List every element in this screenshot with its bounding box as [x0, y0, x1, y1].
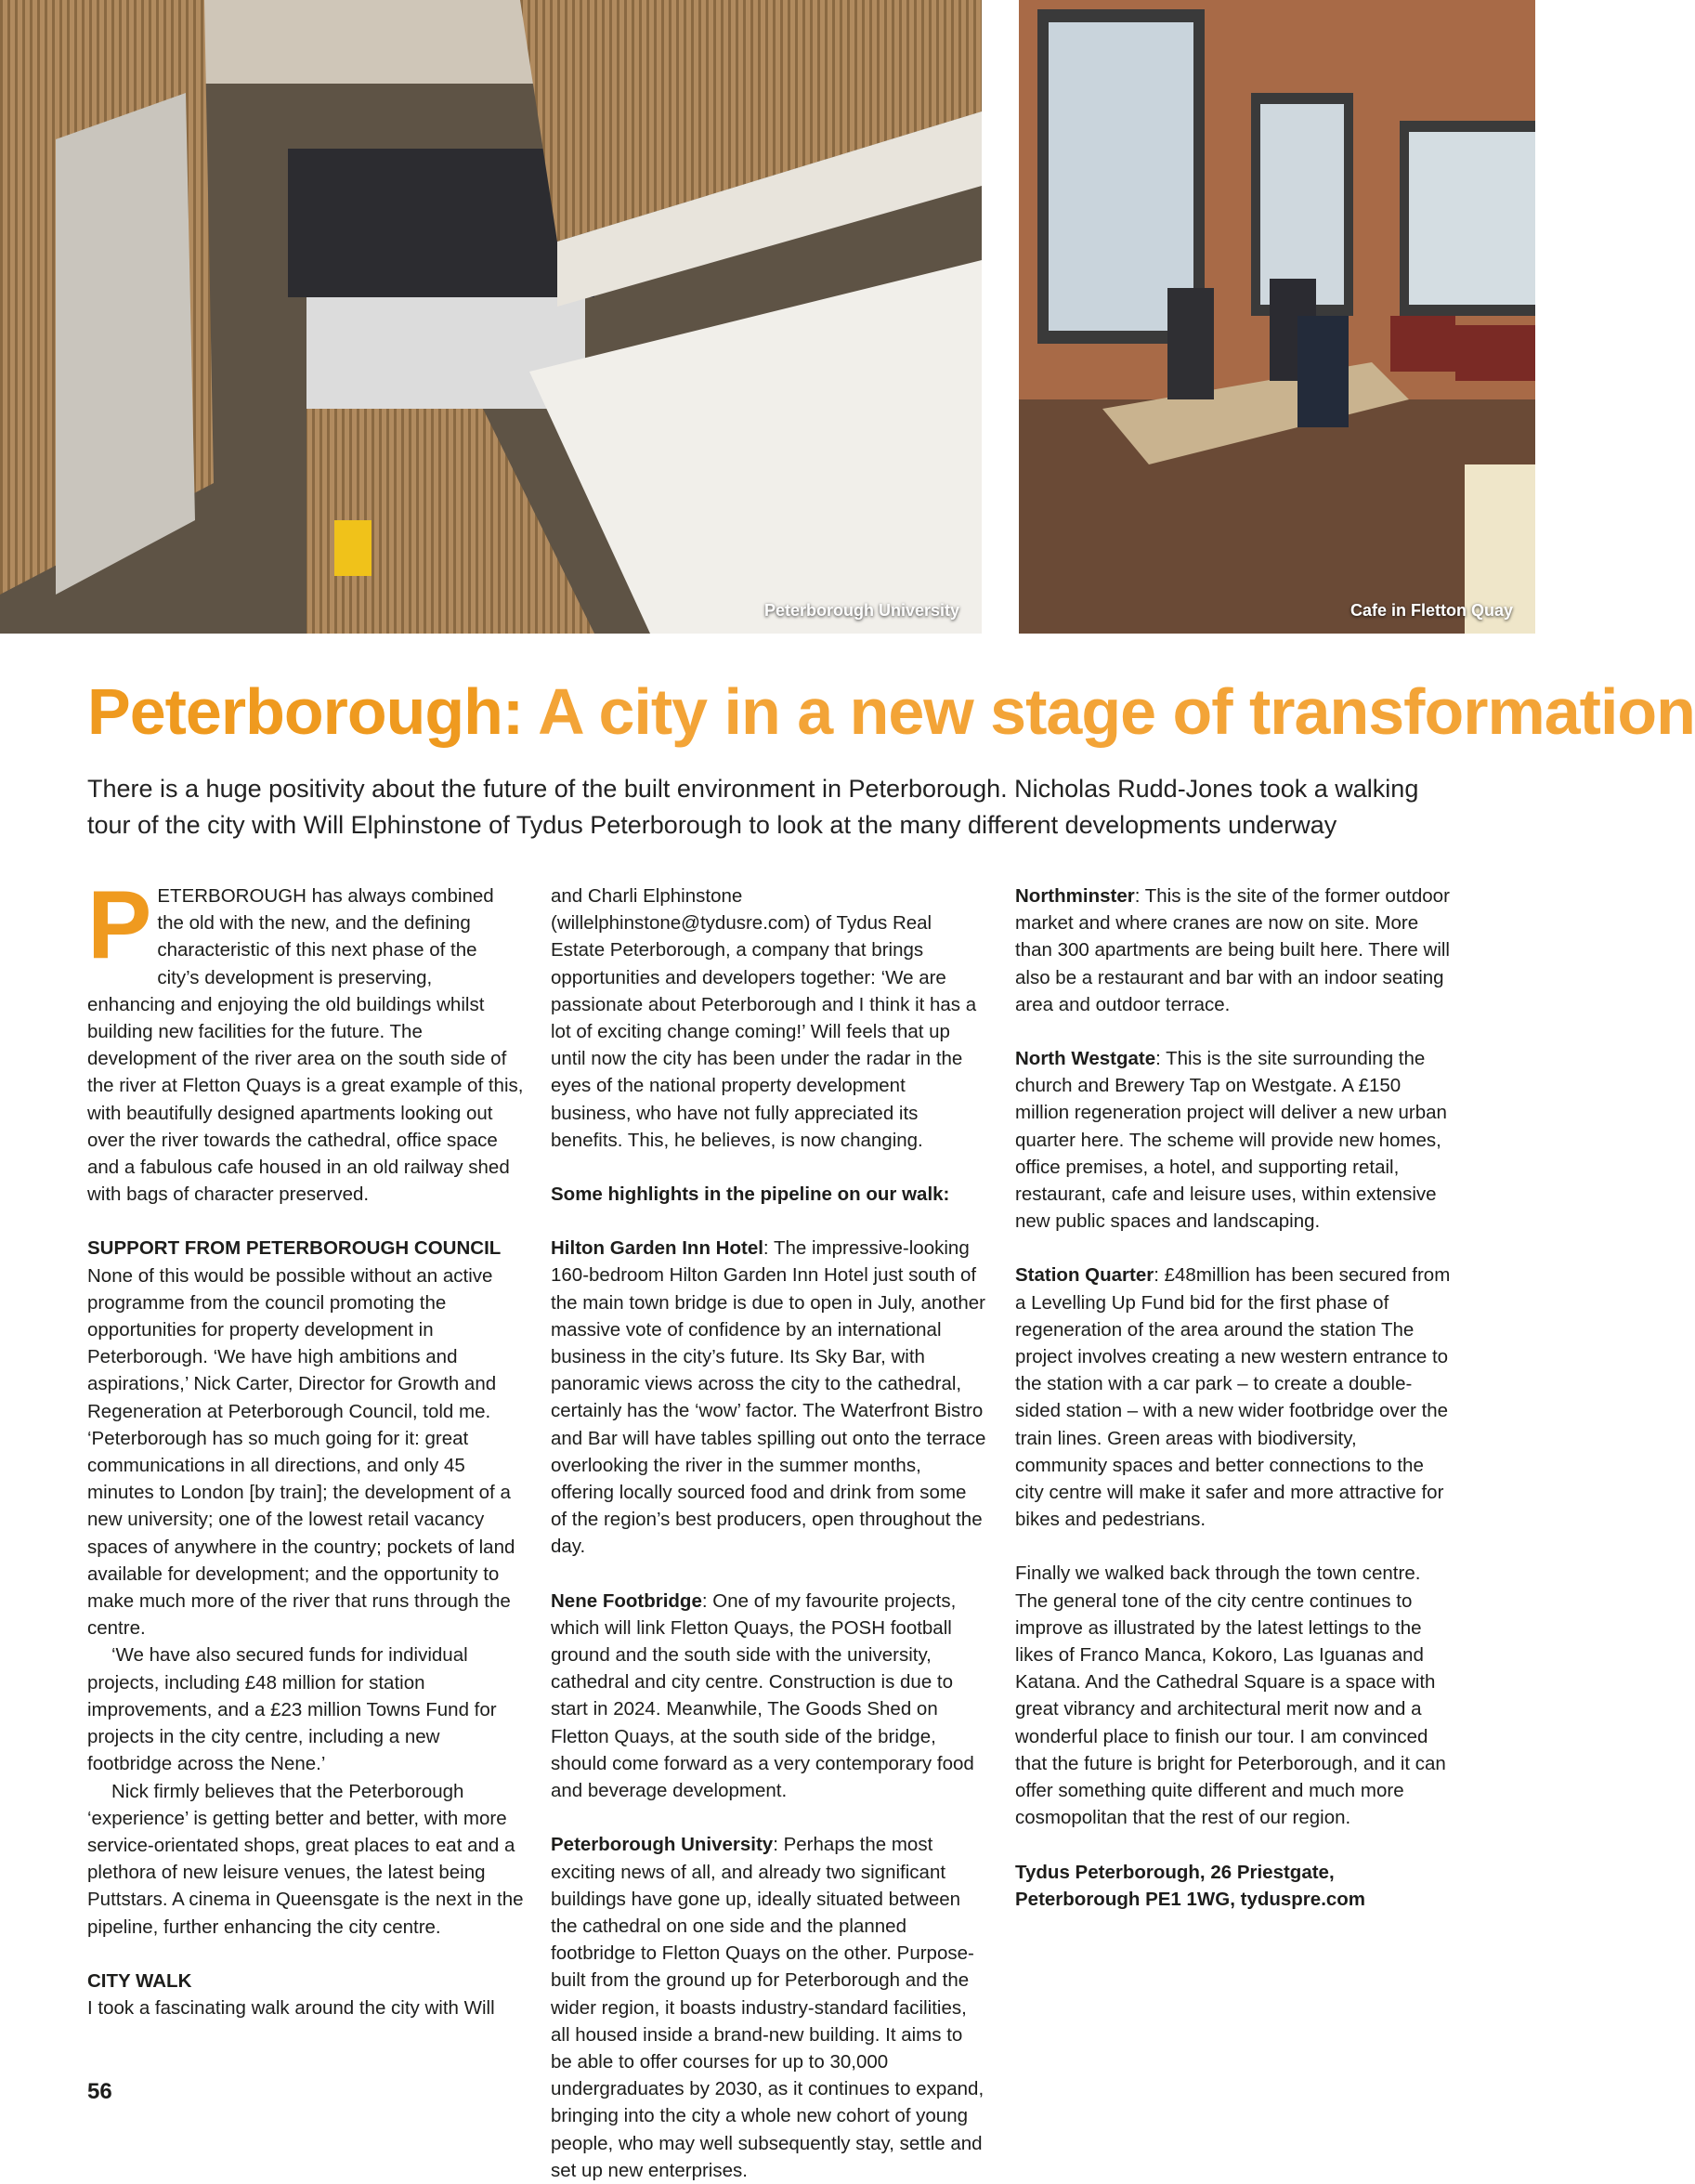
- council-paragraph-1: None of this would be possible without an active programme from the council promoting the opportunities for property development in Peterborough. ‘We have high ambitions and aspirations,’ Nick Carter, Director for Growth and Regeneration at Peterborough Council, told me. ‘Peterborough has so much going for it: great communications in all directions, and only 45 minutes to London [by train]; the development of a new university; one of the lowest retail vacancy spaces of anywhere in the country; pockets of land available for development; and the opportunity to make much more of the river that runs through the centre.: [87, 1264, 515, 1640]
- council-paragraph-3: Nick firmly believes that the Peterborough ‘experience’ is getting better and better, with more service-orientated shops, great places to eat and a plethora of new leisure venues, the latest being Puttstars. A cinema in Queensgate is the next in the pipeline, further enhancing the city centre.: [87, 1780, 524, 1938]
- city-walk-paragraph-continued: and Charli Elphinstone (willelphinstone@tydusre.com) of Tydus Real Estate Peterborough, a company that brings opportunities and developers together: ‘We are passionate about Peterborough and I think it has a lot of exciting change coming!’ Will feels that up until now the city has been under the radar in the eyes of the national property development business, who have not fully appreciated its benefits. This, he believes, is now changing.: [551, 885, 977, 1151]
- northminster-label: Northminster: [1015, 885, 1135, 907]
- university-photo: [0, 0, 982, 634]
- nene-paragraph: [551, 1588, 987, 1805]
- headline-rest: A city in a new stage of transformation: [523, 675, 1695, 748]
- university-atrium-image: [0, 0, 982, 634]
- city-walk-heading: CITY WALK: [87, 1969, 192, 1992]
- westgate-label: North Westgate: [1015, 1048, 1156, 1070]
- hilton-label: Hilton Garden Inn Hotel: [551, 1237, 763, 1260]
- university-paragraph: [551, 1831, 987, 2184]
- westgate-text: : This is the site surrounding the church and Brewery Tap on Westgate. A £150 million regeneration project will deliver a new urban quarter here. The scheme will provide new homes, office premises, a hotel, and supporting retail, restaurant, cafe and leisure uses, within extensive new public spaces and landscaping.: [1015, 1048, 1447, 1233]
- nene-text: : One of my favourite projects, which will link Fletton Quays, the POSH football ground and the south side with the university, cathedral and city centre. Construction is due to start in 2024. Meanwhile, The Goods Shed on Fletton Quays, at the south side of the bridge, should come forward as a very contemporary food and beverage development.: [551, 1589, 974, 1802]
- intro-text: ETERBOROUGH has always combined the old with the new, and the defining characteristic of this next phase of the city’s development is preserving, enhancing and enjoying the old buildings whilst building new facilities for the future. The development of the river area on the south side of the river at Fletton Quays is a great example of this, with beautifully designed apartments looking out over the river towards the cathedral, office space and a fabulous cafe housed in an old railway shed with bags of character preserved.: [87, 885, 524, 1206]
- cafe-photo: [1019, 0, 1535, 634]
- intro-paragraph: [87, 871, 524, 1208]
- article-standfirst: There is a huge positivity about the future of the built environment in Peterborough. Nicholas Rudd-Jones took a walking tour of the city with Will Elphinstone of Tydus Peterborough to look at the many different developments underway: [87, 775, 1419, 839]
- northminster-paragraph: [1015, 883, 1452, 1018]
- university-label: Peterborough University: [551, 1834, 774, 1856]
- city-walk-paragraph-start: I took a fascinating walk around the city with Will: [87, 1996, 495, 2019]
- northminster-text: : This is the site of the former outdoor market and where cranes are now on site. More than 300 apartments are being built here. There will also be a restaurant and bar with an indoor seating area and outdoor terrace.: [1015, 885, 1450, 1015]
- station-paragraph: [1015, 1262, 1452, 1533]
- article-column-2: [551, 883, 987, 2184]
- nene-label: Nene Footbridge: [551, 1589, 702, 1612]
- university-text: : Perhaps the most exciting news of all, and already two significant buildings have gone up, ideally situated between the cathedral on one side and the planned footbridge to Fletton Quays on the other. Purpose-built from the ground up for Peterborough and the wider region, it boasts industry-standard facilities, all housed inside a brand-new building. It aims to be able to offer courses for up to 30,000 undergraduates by 2030, as it continues to expand, bringing into the city a whole new cohort of young people, who may well subsequently stay, settle and set up new enterprises.: [551, 1834, 984, 2181]
- article-column-1: [87, 871, 524, 2021]
- finally-paragraph: Finally we walked back through the town centre. The general tone of the city centre continues to improve as illustrated by the latest lettings to the likes of Franco Manca, Kokoro, Las Iguanas and Katana. And the Cathedral Square is a space with great vibrancy and architectural merit now and a wonderful place to finish our tour. I am convinced that the future is bright for Peterborough, and it can offer something quite different and much more cosmopolitan that the rest of our region.: [1015, 1563, 1446, 1829]
- article-column-3: [1015, 883, 1452, 1913]
- council-paragraph-2: ‘We have also secured funds for individual projects, including £48 million for station improvements, and a £23 million Towns Fund for projects in the city centre, including a new footbridge across the Nene.’: [87, 1644, 497, 1775]
- station-label: Station Quarter: [1015, 1264, 1154, 1287]
- cafe-interior-image: [1019, 0, 1535, 634]
- hilton-text: : The impressive-looking 160-bedroom Hilton Garden Inn Hotel just south of the main town bridge is due to open in July, another massive vote of confidence by an international business in the city’s future. Its Sky Bar, with panoramic views across the city to the cathedral, certainly has the ‘wow’ factor. The Waterfront Bistro and Bar will have tables spilling out onto the terrace overlooking the river in the summer months, offering locally sourced food and drink from some of the region’s best producers, open throughout the day.: [551, 1237, 986, 1558]
- hilton-paragraph: [551, 1235, 987, 1560]
- westgate-paragraph: [1015, 1045, 1452, 1235]
- article-headline: [87, 671, 1695, 752]
- university-photo-caption: Peterborough University: [763, 601, 959, 620]
- drop-cap: P: [87, 871, 152, 979]
- contact-line: Tydus Peterborough, 26 Priestgate, Peterborough PE1 1WG, tyduspre.com: [1015, 1861, 1366, 1910]
- council-heading: SUPPORT FROM PETERBOROUGH COUNCIL: [87, 1237, 502, 1260]
- highlights-heading: Some highlights in the pipeline on our walk:: [551, 1184, 950, 1206]
- headline-lead: Peterborough:: [87, 675, 524, 748]
- cafe-photo-caption: Cafe in Fletton Quay: [1349, 601, 1513, 620]
- page-number: 56: [87, 2079, 112, 2104]
- station-text: : £48million has been secured from a Levelling Up Fund bid for the first phase of regeneration of the area around the station The project involves creating a new western entrance to the station with a car park – to create a double-sided station – with a new wider footbridge over the train lines. Green areas with biodiversity, community spaces and better connections to the city centre will make it safer and more attractive for bikes and pedestrians.: [1015, 1264, 1451, 1531]
